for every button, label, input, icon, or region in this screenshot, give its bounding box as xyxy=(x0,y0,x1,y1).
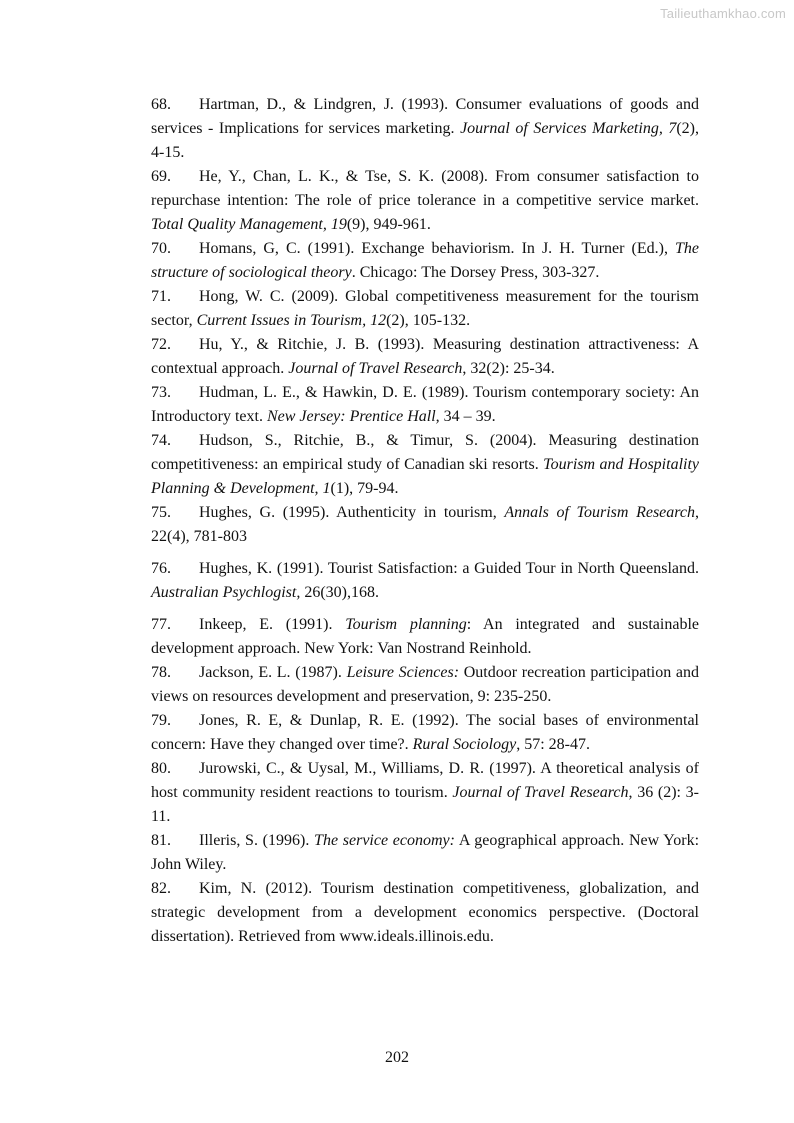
reference-item xyxy=(151,429,699,501)
ref-text-end: (9), 949-961. xyxy=(346,216,431,233)
ref-source: The service economy: xyxy=(314,832,455,849)
watermark: Tailieuthamkhao.com xyxy=(660,6,786,21)
ref-number: 71. xyxy=(151,288,171,305)
reference-item xyxy=(151,877,699,949)
ref-number: 77. xyxy=(151,616,171,633)
ref-text-end: : An integrated and sustainable development approach. New York: Van Nostrand Reinhold. xyxy=(151,616,699,657)
ref-text: Illeris, S. (1996). xyxy=(199,832,315,849)
ref-number: 76. xyxy=(151,560,171,577)
ref-text-end: , 57: 28-47. xyxy=(516,736,590,753)
ref-text: Homans, G, C. (1991). Exchange behaviorism. In J. H. Turner (Ed.), xyxy=(199,240,675,257)
ref-number: 80. xyxy=(151,760,171,777)
ref-text: Hu, Y., & Ritchie, J. B. (1993). Measuring destination attractiveness: A contextual approach. xyxy=(151,336,699,377)
ref-text-end: , 22(4), 781-803 xyxy=(151,504,700,545)
ref-source: Leisure Sciences: xyxy=(346,664,460,681)
reference-item xyxy=(151,93,699,165)
ref-text-end: Outdoor recreation participation and views on resources development and preservation, 9: 235-250. xyxy=(151,664,700,705)
ref-number: 79. xyxy=(151,712,171,729)
ref-source: Journal of Travel Research xyxy=(288,360,463,377)
reference-item xyxy=(151,757,699,829)
ref-text: Hartman, D., & Lindgren, J. (1993). Consumer evaluations of goods and services - Implications for services marketing. xyxy=(151,96,699,137)
reference-list xyxy=(151,93,699,949)
ref-source: Journal of Services Marketing, 7 xyxy=(460,120,677,137)
ref-number: 70. xyxy=(151,240,171,257)
ref-source: The structure of sociological theory xyxy=(151,240,699,281)
ref-text: Hudson, S., Ritchie, B., & Timur, S. (2004). Measuring destination competitiveness: an empirical study of Canadian ski resorts. xyxy=(151,432,699,473)
ref-source: Rural Sociology xyxy=(412,736,517,753)
ref-number: 74. xyxy=(151,432,171,449)
ref-text-end: (2), 4-15. xyxy=(151,120,699,161)
ref-text: Kim, N. (2012). Tourism destination competitiveness, globalization, and strategic development from a development economics perspective. (Doctoral dissertation). Retrieved from www.ideals.illinois.edu. xyxy=(151,880,699,945)
reference-item xyxy=(151,165,699,237)
ref-text-end: . Chicago: The Dorsey Press, 303-327. xyxy=(351,264,600,281)
ref-text-end: 34 – 39. xyxy=(439,408,496,425)
ref-source: Annals of Tourism Research xyxy=(504,504,696,521)
page-number: 202 xyxy=(385,1049,409,1066)
ref-source: Journal of Travel Research xyxy=(452,784,629,801)
reference-item xyxy=(151,381,699,429)
ref-number: 69. xyxy=(151,168,171,185)
reference-item xyxy=(151,285,699,333)
ref-text: Inkeep, E. (1991). xyxy=(199,616,346,633)
ref-number: 78. xyxy=(151,664,171,681)
ref-source: Australian Psychlogist, xyxy=(151,584,301,601)
ref-number: 81. xyxy=(151,832,171,849)
ref-source: Current Issues in Tourism, 12 xyxy=(196,312,387,329)
ref-source: Total Quality Management, 19 xyxy=(151,216,347,233)
ref-text-end: , 32(2): 25-34. xyxy=(462,360,555,377)
ref-text: Hong, W. C. (2009). Global competitiveness measurement for the tourism sector, xyxy=(151,288,699,329)
ref-source: Tourism planning xyxy=(345,616,467,633)
ref-text: He, Y., Chan, L. K., & Tse, S. K. (2008). From consumer satisfaction to repurchase intention: The role of price tolerance in a competitive service market. xyxy=(151,168,699,209)
ref-text-end: (2), 105-132. xyxy=(386,312,471,329)
ref-text: Jurowski, C., & Uysal, M., Williams, D. R. (1997). A theoretical analysis of host community resident reactions to tourism. xyxy=(151,760,699,801)
ref-number: 73. xyxy=(151,384,171,401)
ref-text: Hudman, L. E., & Hawkin, D. E. (1989). Tourism contemporary society: An Introductory text. xyxy=(151,384,699,425)
ref-number: 75. xyxy=(151,504,171,521)
reference-item xyxy=(151,709,699,757)
ref-number: 72. xyxy=(151,336,171,353)
ref-text-end: , 36 (2): 3-11. xyxy=(151,784,700,825)
reference-item xyxy=(151,557,699,605)
ref-text: Hughes, K. (1991). Tourist Satisfaction: a Guided Tour in North Queensland. xyxy=(199,560,699,577)
reference-item xyxy=(151,829,699,877)
ref-number: 82. xyxy=(151,880,171,897)
ref-source: Tourism and Hospitality Planning & Development, 1 xyxy=(151,456,700,497)
ref-text: Jackson, E. L. (1987). xyxy=(199,664,347,681)
ref-text-end: 26(30),168. xyxy=(300,584,379,601)
ref-text: Jones, R. E, & Dunlap, R. E. (1992). The social bases of environmental concern: Have they changed over time?. xyxy=(151,712,699,753)
ref-source: New Jersey: Prentice Hall, xyxy=(266,408,440,425)
reference-item xyxy=(151,333,699,381)
reference-item xyxy=(151,661,699,709)
ref-text: Hughes, G. (1995). Authenticity in tourism, xyxy=(199,504,505,521)
ref-text-end: A geographical approach. New York: John Wiley. xyxy=(151,832,700,873)
reference-item xyxy=(151,613,699,661)
ref-text-end: (1), 79-94. xyxy=(330,480,399,497)
reference-item xyxy=(151,501,699,549)
ref-number: 68. xyxy=(151,96,171,113)
reference-item xyxy=(151,237,699,285)
